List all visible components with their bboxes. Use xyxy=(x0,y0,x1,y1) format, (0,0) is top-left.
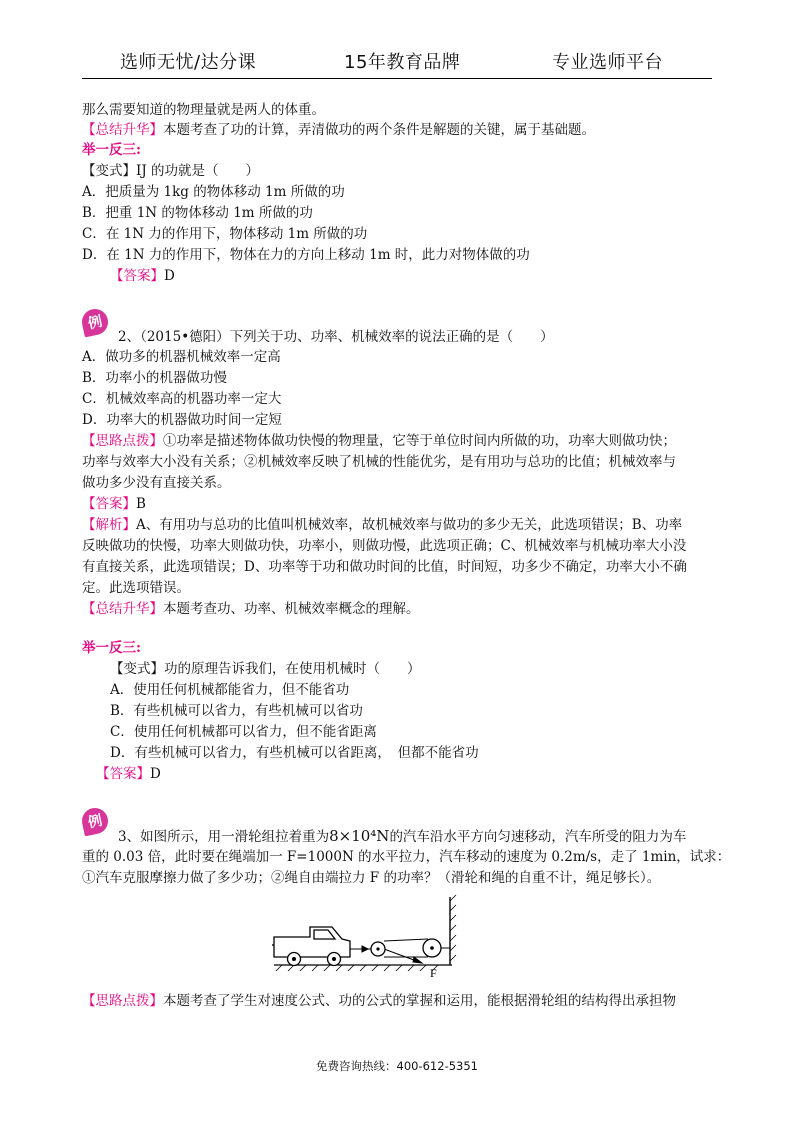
example-badge: 例 xyxy=(80,307,111,338)
text-line: 那么需要知道的物理量就是两人的体重。 xyxy=(82,102,325,118)
explanation-line: 【解析】A、有用功与总功的比值叫机械效率，故机械效率与做功的多少无关，此选项错误；B、功率 xyxy=(82,517,683,533)
variant-question: 【变式】IJ 的功就是（ ） xyxy=(82,163,260,179)
option-c: C．在 1N 力的作用下，物体移动 1m 所做的功 xyxy=(82,226,368,242)
option-a: A．把质量为 1kg 的物体移动 1m 所做的功 xyxy=(82,184,345,200)
question-line: ①汽车克服摩擦力做了多少功；②绳自由端拉力 F 的功率？（滑轮和绳的自重不计，绳足够长）。 xyxy=(82,870,661,886)
explanation-line: 定。此选项错误。 xyxy=(82,580,190,596)
hint-line: 【思路点拨】本题考查了学生对速度公式、功的公式的掌握和运用，能根据滑轮组的结构得出承担物 xyxy=(82,993,676,1009)
option-b: B．把重 1N 的物体移动 1m 所做的功 xyxy=(82,205,313,221)
hint-line: 做功多少没有直接关系。 xyxy=(82,475,231,491)
footer-hotline: 免费咨询热线：400-612-5351 xyxy=(316,1059,478,1073)
question-line: 重的 0.03 倍，此时要在绳端加一 F=1000N 的水平拉力，汽车移动的速度为 0.2m/s，走了 1min，试求： xyxy=(82,849,731,865)
page-header xyxy=(82,48,712,79)
option-d: D．功率大的机器做功时间一定短 xyxy=(82,412,282,428)
example-question: 3、如图所示，用一滑轮组拉着重为8×10⁴N的汽车沿水平方向匀速移动，汽车所受的阻力为车 xyxy=(118,827,687,845)
option-d: D．有些机械可以省力，有些机械可以省距离， 但都不能省功 xyxy=(110,745,479,761)
answer-line: 【答案】D xyxy=(96,766,161,782)
weight-value: 8×10⁴N xyxy=(329,827,390,845)
answer-line: 【答案】B xyxy=(82,496,146,512)
header-brand: 选师无忧/达分课 xyxy=(120,52,257,73)
practice-heading: 举一反三: xyxy=(82,640,141,656)
header-platform: 专业选师平台 xyxy=(552,52,663,73)
force-label: F xyxy=(430,966,437,980)
example-badge: 例 xyxy=(80,806,111,837)
option-c: C．使用任何机械都可以省力，但不能省距离 xyxy=(110,724,377,740)
explanation-line: 有直接关系，此选项错误；D、功率等于功和做功时间的比值，时间短，功多少不确定，功率大小不确 xyxy=(82,559,687,575)
answer-line: 【答案】D xyxy=(110,268,175,284)
option-d: D．在 1N 力的作用下，物体在力的方向上移动 1m 时，此力对物体做的功 xyxy=(82,247,530,263)
option-c: C．机械效率高的机器功率一定大 xyxy=(82,391,282,407)
header-slogan: 15年教育品牌 xyxy=(344,52,461,73)
hint-line: 【思路点拨】①功率是描述物体做功快慢的物理量，它等于单位时间内所做的功，功率大则做功快； xyxy=(82,433,676,449)
summary-line: 【总结升华】本题考查了功的计算，弄清做功的两个条件是解题的关键，属于基础题。 xyxy=(82,122,595,138)
summary-line: 【总结升华】本题考查功、功率、机械效率概念的理解。 xyxy=(82,601,420,617)
truck-pulley-figure xyxy=(262,893,462,981)
hint-line: 功率与效率大小没有关系；②机械效率反映了机械的性能优劣，是有用功与总功的比值；机械效率与 xyxy=(82,454,676,470)
summary-tag: 【总结升华】 xyxy=(82,122,163,138)
option-a: A．做功多的机器机械效率一定高 xyxy=(82,349,281,365)
explanation-line: 反映做功的快慢，功率大则做功快，功率小，则做功慢，此选项正确；C、机械效率与机械功率大小没 xyxy=(82,538,687,554)
option-b: B．功率小的机器做功慢 xyxy=(82,370,227,386)
practice-heading: 举一反三: xyxy=(82,142,141,158)
option-b: B．有些机械可以省力，有些机械可以省功 xyxy=(110,703,363,719)
option-a: A．使用任何机械都能省力，但不能省功 xyxy=(110,682,350,698)
example-question: 2、（2015•德阳）下列关于功、功率、机械效率的说法正确的是（ ） xyxy=(118,329,554,345)
variant-question: 【变式】功的原理告诉我们，在使用机械时（ ） xyxy=(110,661,421,677)
